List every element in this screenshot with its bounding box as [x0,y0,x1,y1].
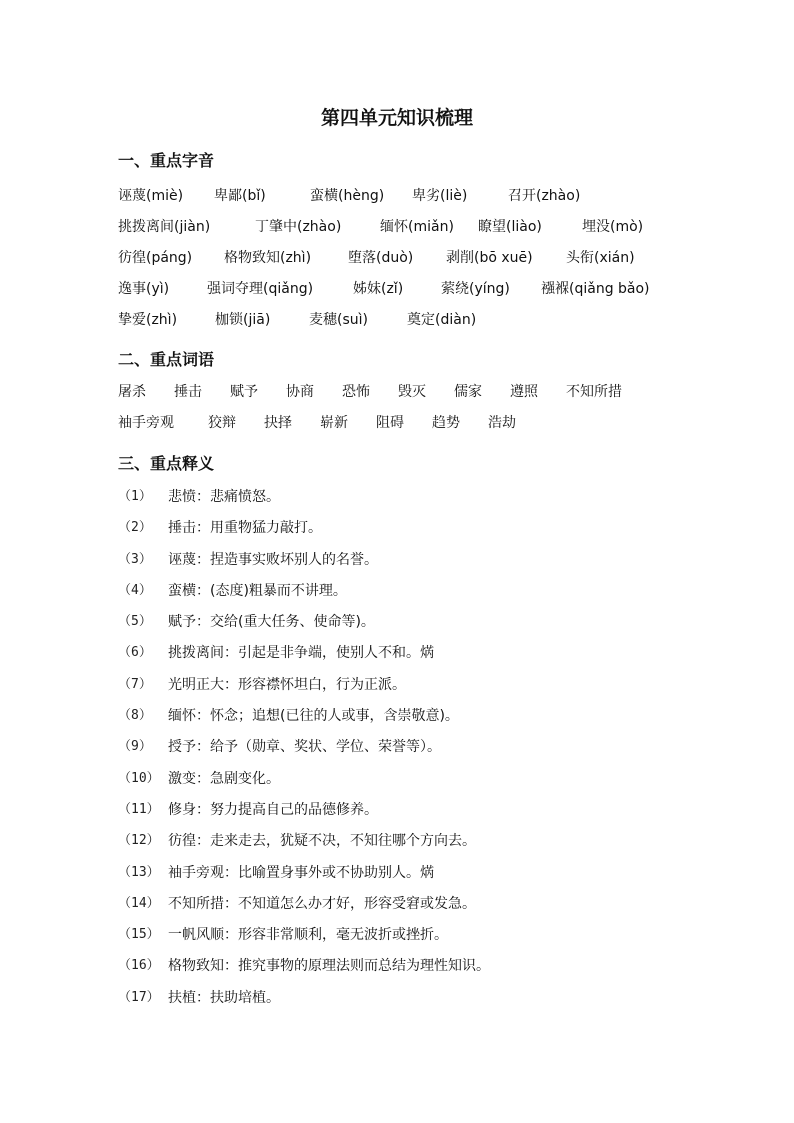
pinyin-item: 诬蔑(miè) [118,188,184,204]
definition-text: 诬蔑：捏造事实败坏别人的名誉。 [168,551,378,568]
pinyin-item: 缅怀(miǎn) [380,219,454,235]
definition-number: （5） [118,614,152,630]
pinyin-item: 逸事(yì) [118,281,170,297]
definition-number: （8） [118,708,152,724]
definition-number: （4） [118,582,152,598]
definition-text: 不知所措：不知道怎么办才好，形容受窘或发急。 [168,895,476,912]
word-item: 趋势 [432,415,460,431]
pinyin-row-5 [118,310,476,330]
definition-item [118,924,718,955]
definition-text: 格物致知：推究事物的原理法则而总结为理性知识。 [168,958,490,975]
pinyin-item: 强词夺理(qiǎng) [207,281,314,297]
pinyin-item: 剥削(bō xuē) [446,250,533,266]
pinyin-item: 头衔(xián) [566,250,635,266]
word-item: 狡辩 [208,415,236,431]
pinyin-item: 挚爱(zhì) [118,312,178,328]
definition-text: 袖手旁观：比喻置身事外或不协助别人。焫 [168,864,434,881]
definition-number: （1） [118,489,152,504]
definition-item [118,799,718,830]
word-row-1 [118,382,622,402]
word-item: 赋予 [230,384,258,400]
definition-item [118,674,718,705]
definition-text: 修身：努力提高自己的品德修养。 [168,801,378,818]
definition-text: 彷徨：走来走去，犹疑不决，不知往哪个方向去。 [168,833,476,850]
definition-number: （14） [118,895,160,911]
pinyin-item: 蛮横(hèng) [310,188,385,204]
definition-item [118,517,718,548]
word-item: 毁灭 [398,384,426,400]
definition-item [118,862,718,893]
definition-number: （7） [118,676,152,692]
pinyin-row-1 [118,186,580,206]
pinyin-row-4 [118,279,650,299]
definition-item [118,955,718,986]
pinyin-item: 召开(zhào) [508,188,581,204]
definition-item [118,736,718,767]
pinyin-item: 瞭望(liào) [478,219,542,235]
word-item: 屠杀 [118,384,146,400]
definition-text: 扶植：扶助培植。 [168,989,280,1006]
pinyin-item: 枷锁(jiā) [215,312,271,328]
definition-list [118,486,718,1018]
definition-item [118,987,718,1018]
word-item: 恐怖 [342,384,370,400]
word-item: 抉择 [264,415,292,431]
definition-item [118,705,718,736]
definition-item [118,611,718,642]
word-item: 捶击 [174,384,202,400]
pinyin-item: 埋没(mò) [582,219,644,235]
definition-number: （16） [118,958,160,974]
section-heading-pronunciation: 一、重点字音 [118,151,215,170]
pinyin-item: 卑鄙(bǐ) [214,188,266,204]
definition-item [118,768,718,799]
definition-text: 捶击：用重物猛力敲打。 [168,520,322,537]
pinyin-item: 丁肇中(zhào) [255,219,342,235]
definition-item [118,486,718,517]
definition-number: （12） [118,833,160,849]
definition-item [118,893,718,924]
word-item: 阻碍 [376,415,404,431]
word-item: 不知所措 [566,384,622,400]
pinyin-item: 格物致知(zhì) [224,250,312,266]
word-item: 崭新 [320,415,348,431]
definition-number: （10） [118,770,160,786]
definition-text: 蛮横：(态度)粗暴而不讲理。 [168,582,347,599]
word-item: 协商 [286,384,314,400]
definition-number: （17） [118,989,160,1005]
definition-text: 赋予：交给(重大任务、使命等)。 [168,614,375,631]
definition-text: 悲愤：悲痛愤怒。 [168,489,280,505]
definition-number: （15） [118,927,160,943]
section-heading-words: 二、重点词语 [118,350,215,369]
definition-text: 光明正大：形容襟怀坦白，行为正派。 [168,676,406,693]
definition-text: 激变：急剧变化。 [168,770,280,787]
pinyin-item: 姊妹(zǐ) [353,281,404,297]
pinyin-item: 襁褓(qiǎng bǎo) [541,281,650,297]
definition-number: （6） [118,645,152,661]
definition-text: 挑拨离间：引起是非争端，使别人不和。焫 [168,645,434,662]
definition-number: （11） [118,801,160,817]
definition-number: （2） [118,520,152,536]
word-item: 袖手旁观 [118,415,174,431]
pinyin-item: 奠定(diàn) [407,312,477,328]
definition-text: 一帆风顺：形容非常顺利，毫无波折或挫折。 [168,927,448,944]
definition-item [118,830,718,861]
definition-item [118,642,718,673]
word-item: 浩劫 [488,415,516,431]
pinyin-item: 麦穗(suì) [309,312,368,328]
pinyin-item: 彷徨(páng) [118,250,193,266]
page-title: 第四单元知识梳理 [320,107,473,129]
pinyin-row-2 [118,217,643,237]
definition-item [118,549,718,580]
pinyin-item: 堕落(duò) [348,250,414,266]
definition-text: 授予：给予（勋章、奖状、学位、荣誉等）。 [168,739,441,756]
word-item: 遵照 [510,384,538,400]
definition-number: （9） [118,739,152,755]
pinyin-item: 卑劣(liè) [412,188,468,204]
word-row-2 [118,413,516,433]
pinyin-item: 萦绕(yíng) [441,281,510,297]
definition-text: 缅怀：怀念；追想(已往的人或事，含崇敬意)。 [168,708,459,725]
definition-number: （13） [118,864,160,880]
pinyin-row-3 [118,248,635,268]
definition-item [118,580,718,611]
definition-number: （3） [118,551,152,567]
word-item: 儒家 [454,384,482,400]
pinyin-item: 挑拨离间(jiàn) [118,219,211,235]
section-heading-definitions: 三、重点释义 [118,454,215,473]
